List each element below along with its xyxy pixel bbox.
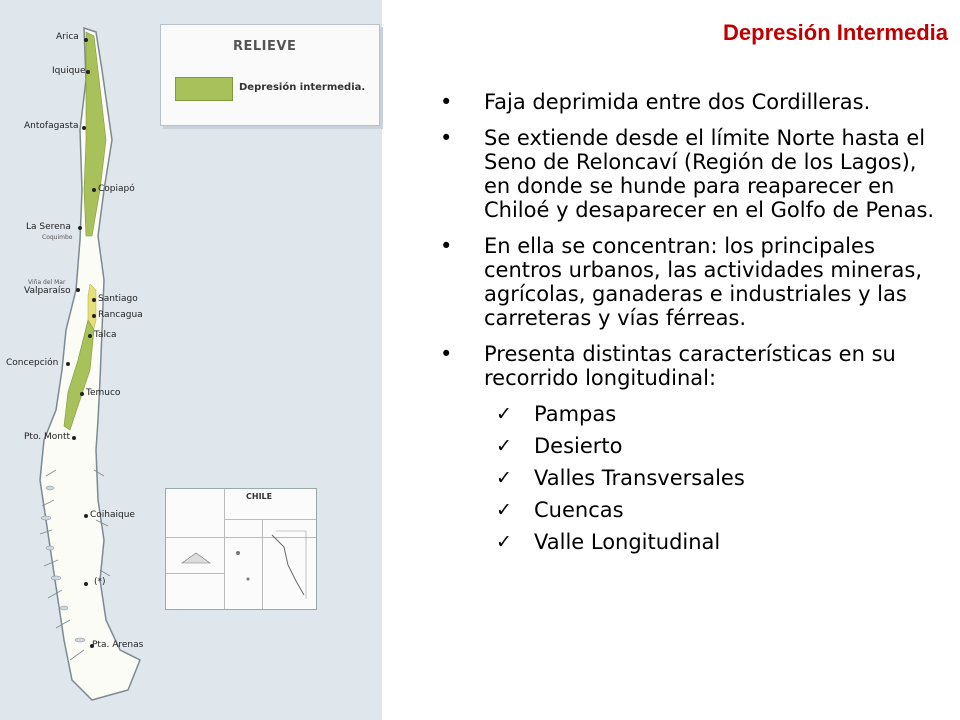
check-text: Pampas [534, 402, 617, 426]
legend-label: Depresión intermedia. [239, 82, 366, 93]
city-label-copiapo: Copiapó [98, 184, 135, 194]
bullet-item [440, 90, 940, 114]
city-label-iquique: Iquique [52, 66, 86, 76]
check-item [440, 462, 940, 494]
city-label-arica: Arica [56, 32, 79, 42]
bullet-dot: • [440, 342, 453, 366]
legend-title: RELIEVE [233, 39, 297, 54]
bullet-item [440, 234, 940, 330]
bullet-text: Se extiende desde el límite Norte hasta el Seno de Reloncaví (Región de los Lagos), en donde se hunde para reaparecer en Chiloé y desaparecer en el Golfo de Penas. [484, 126, 935, 222]
checkmark-icon: ✓ [496, 499, 512, 521]
city-label-talca: Talca [94, 330, 117, 340]
check-item [440, 398, 940, 430]
check-item [440, 526, 940, 558]
bullet-text: Presenta distintas características en su recorrido longitudinal: [484, 342, 896, 390]
bullet-text: En ella se concentran: los principales centros urbanos, las actividades mineras, agrícolas, ganaderas e industriales y las carreteras y vías férreas. [484, 234, 923, 330]
check-list [440, 398, 940, 558]
city-label-antofagasta: Antofagasta [24, 121, 79, 131]
bullet-dot: • [440, 234, 453, 258]
check-text: Valles Transversales [534, 466, 745, 490]
city-label-rancagua: Rancagua [98, 310, 143, 320]
city-label-temuco: Temuco [86, 388, 121, 398]
legend-swatch [175, 77, 233, 101]
city-label-concepcion: Concepción [6, 358, 59, 368]
check-text: Valle Longitudinal [534, 530, 721, 554]
slide-title: Depresión Intermedia [723, 20, 948, 45]
checkmark-icon: ✓ [496, 403, 512, 425]
city-label-pta-arenas: Pta. Arenas [92, 640, 144, 650]
check-text: Cuencas [534, 498, 624, 522]
inset-title: CHILE [246, 492, 273, 501]
checkmark-icon: ✓ [496, 435, 512, 457]
check-item [440, 494, 940, 526]
city-label-pto-montt: Pto. Montt [24, 432, 71, 442]
city-label-la-serena: La Serena [26, 222, 71, 232]
map-panel [0, 0, 382, 720]
checkmark-icon: ✓ [496, 531, 512, 553]
city-label-coihaique: Coihaique [90, 510, 135, 520]
slide-content [440, 90, 940, 558]
bullet-item [440, 126, 940, 222]
city-label-coquimbo: Coquimbo [42, 234, 73, 241]
city-label-santiago: Santiago [98, 294, 138, 304]
inset-island-sketch [228, 539, 260, 605]
bullet-dot: • [440, 126, 453, 150]
inset-map [165, 488, 317, 610]
inset-pascua-sketch [174, 547, 218, 569]
bullet-text: Faja deprimida entre dos Cordilleras. [484, 90, 871, 114]
city-label-vina-del-mar: Viña del Mar [28, 279, 66, 286]
city-label-asterisk: (*) [94, 577, 106, 587]
check-text: Desierto [534, 434, 623, 458]
bullet-dot: • [440, 90, 453, 114]
checkmark-icon: ✓ [496, 467, 512, 489]
bullet-item [440, 342, 940, 390]
inset-antarctic-sketch [266, 525, 312, 603]
check-item [440, 430, 940, 462]
city-label-valparaiso: Valparaíso [24, 286, 71, 296]
map-legend [160, 24, 380, 126]
